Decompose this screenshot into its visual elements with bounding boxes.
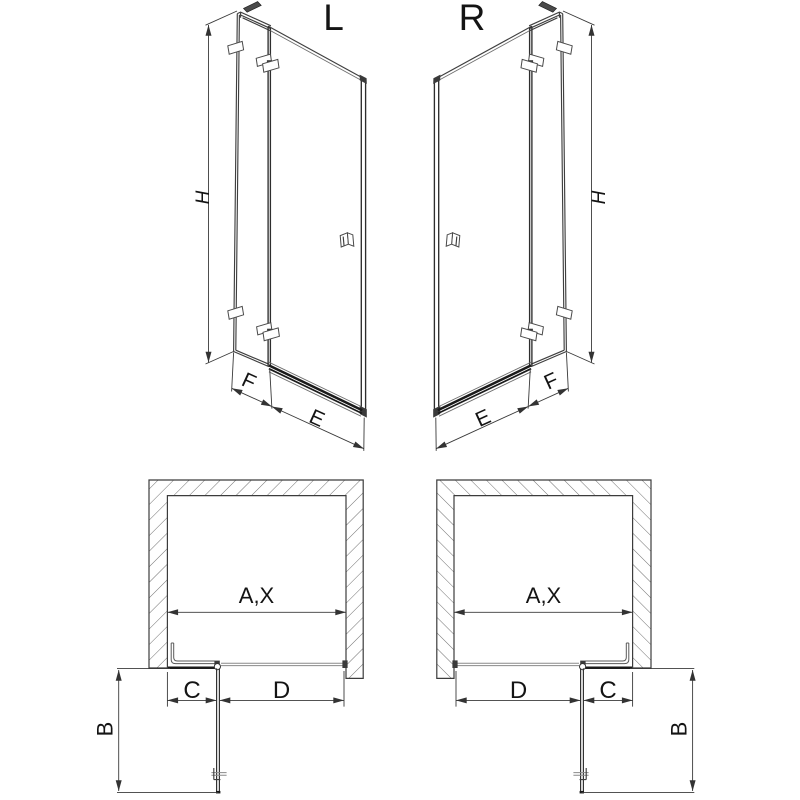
dim-label-opening-right: A,X (525, 583, 562, 608)
elevation-drawing-right (433, 2, 594, 451)
variant-label-left: L (323, 0, 344, 38)
dim-label-c-left: C (183, 677, 201, 704)
dim-label-fixed-right: F (540, 368, 562, 395)
variant-label-right: R (458, 0, 486, 38)
dim-label-fixed-left: F (238, 368, 260, 395)
dim-label-c-right: C (599, 677, 617, 704)
dim-label-b-right: B (666, 721, 692, 737)
elevation-drawing-left (206, 2, 367, 451)
dim-label-door-right: E (472, 405, 495, 432)
labels (93, 0, 692, 736)
dim-label-door-left: E (305, 405, 328, 432)
dim-label-opening-left: A,X (238, 583, 275, 608)
dim-label-d-right: D (509, 677, 528, 704)
dim-label-d-left: D (272, 677, 291, 704)
dim-label-height-left: H (193, 190, 214, 205)
plan-drawing-right (437, 480, 695, 792)
dim-label-height-right: H (589, 190, 610, 205)
plan-drawing-left (117, 480, 363, 792)
dim-label-b-left: B (92, 721, 118, 737)
